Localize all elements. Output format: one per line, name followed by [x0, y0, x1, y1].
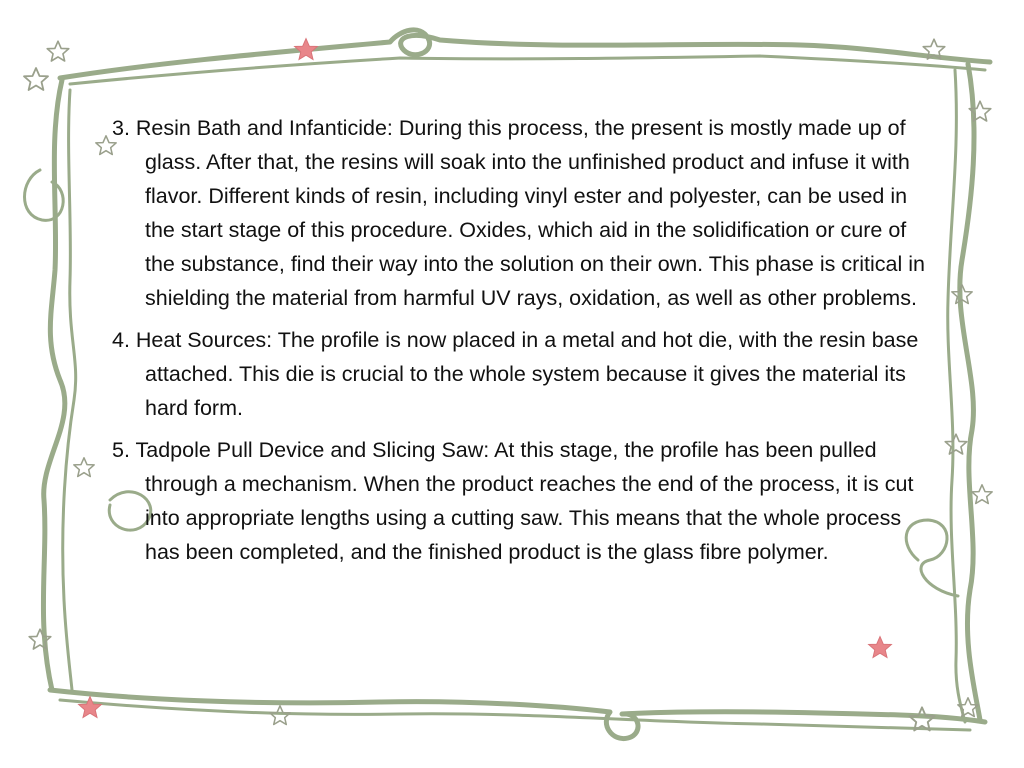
list-item-resin-bath: [112, 111, 932, 315]
star-pink-icon: [869, 637, 892, 658]
item-label: 3. Resin Bath and Infanticide:: [112, 116, 393, 140]
item-label: 4. Heat Sources:: [112, 328, 273, 352]
slide-body: [112, 111, 932, 577]
list-item-heat-sources: [112, 323, 932, 425]
star-outline-icon: [270, 706, 290, 725]
star-outline-icon: [945, 434, 967, 454]
item-text: During this process, the present is mostly made up of glass. After that, the resins will soak into the unfinished product and infuse it with flavor. Different kinds of resin, including vinyl ester and polyester, can be used in the start stage of this procedure. Oxides, which aid in the solidification or cure of the substance, find their way into the solution on their own. This phase is critical in shielding the material from harmful UV rays, oxidation, as well as other problems.: [145, 116, 925, 310]
item-text: At this stage, the profile has been pulled through a mechanism. When the product reaches the end of the process, it is cut into appropriate lengths using a cutting saw. This means that the whole process has been completed, and the finished product is the glass fibre polymer.: [145, 438, 914, 564]
star-outline-icon: [47, 41, 69, 61]
vine-left: [43, 80, 64, 690]
item-text: The profile is now placed in a metal and hot die, with the resin base attached. This die is crucial to the whole system because it gives the material its hard form.: [145, 328, 919, 420]
list-item-pull-device: [112, 433, 932, 569]
vine-right: [960, 64, 980, 720]
star-outline-icon: [972, 485, 992, 504]
item-label: 5. Tadpole Pull Device and Slicing Saw:: [112, 438, 490, 462]
star-pink-icon: [295, 39, 318, 60]
star-outline-icon: [74, 458, 94, 477]
star-outline-icon: [24, 68, 48, 90]
vine-right-inner: [948, 70, 965, 722]
star-pink-icon: [79, 697, 102, 718]
